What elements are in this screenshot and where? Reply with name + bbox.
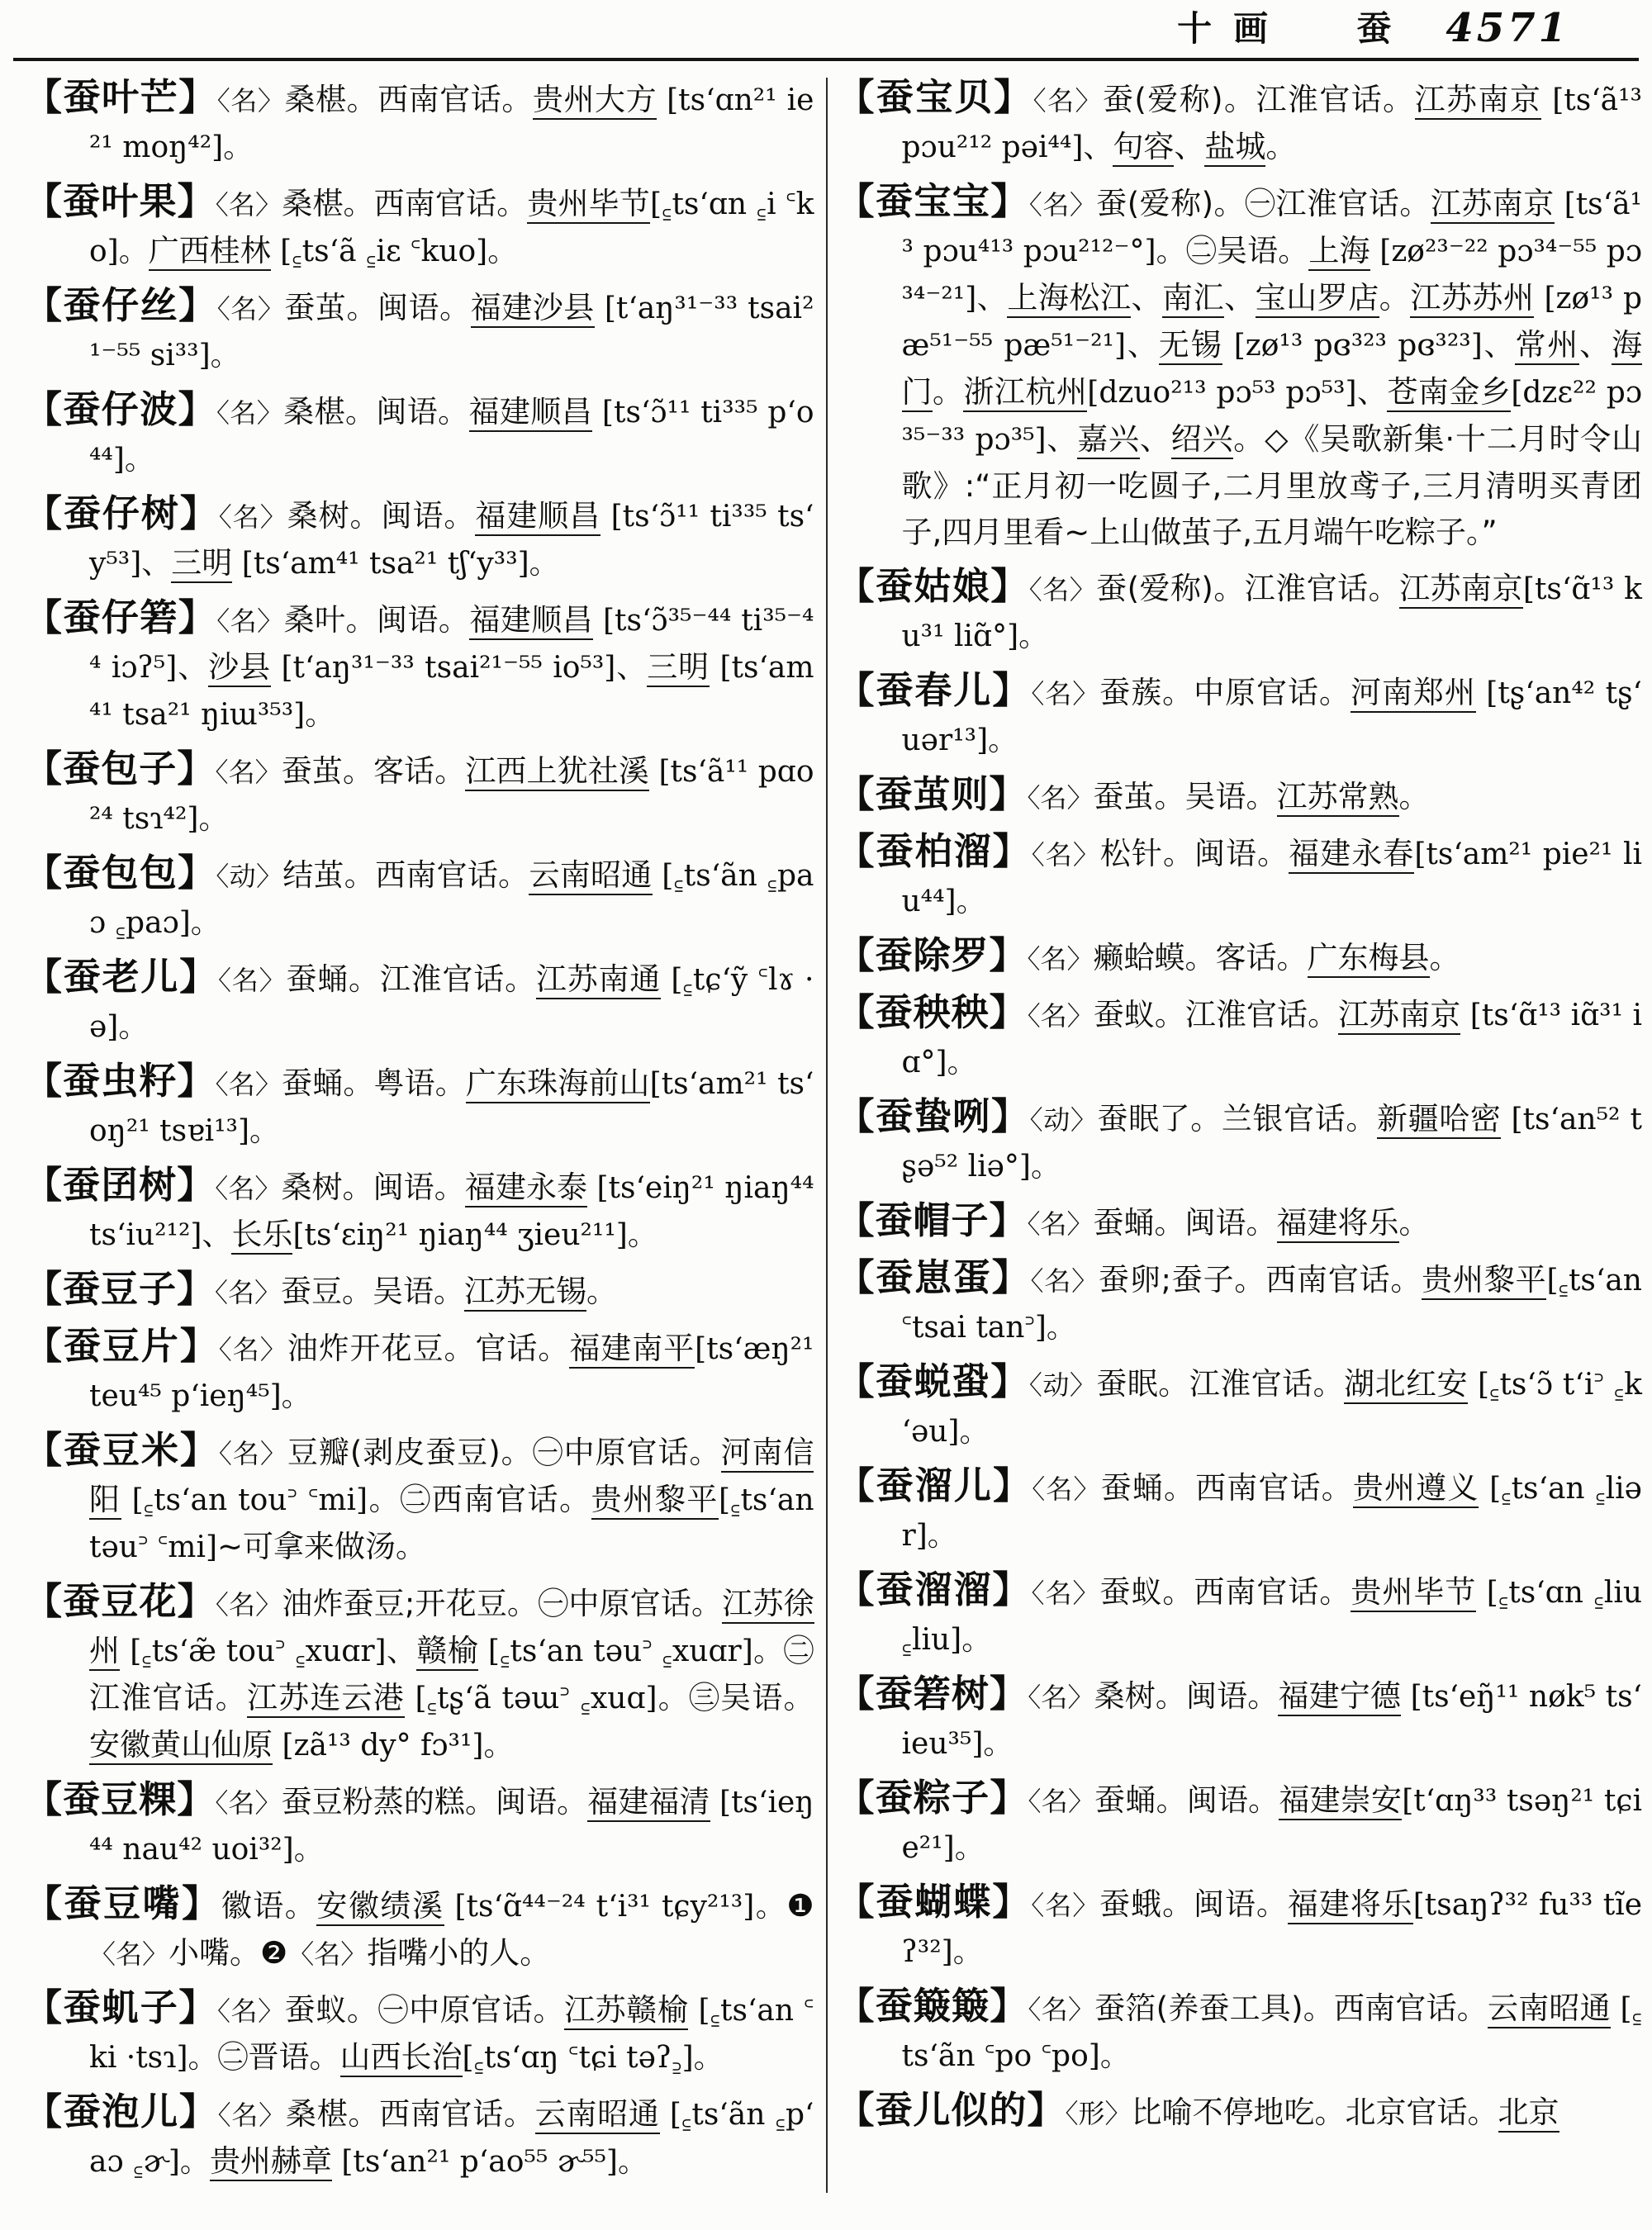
pos-label: 〈名〉 xyxy=(1031,678,1100,709)
pos-label: 〈名〉 xyxy=(287,1938,368,1970)
dict-entry xyxy=(838,771,1643,821)
dict-entry xyxy=(838,1983,1643,2080)
phonetic-transcription: [tsʻã¹³ pɔu⁴¹³ pɔu²¹²⁻°]。 xyxy=(901,187,1642,268)
place-name: 南汇 xyxy=(1162,280,1224,318)
definition-text: 蚕豆粉蒸的糕。闽语。 xyxy=(281,1784,588,1820)
headword: 【蚕茧则】 xyxy=(837,772,1028,816)
dict-entry xyxy=(25,282,814,379)
place-name: 新疆哈密 xyxy=(1377,1101,1501,1139)
headword: 【蚕仔波】 xyxy=(25,387,216,431)
definition-text: 癞蛤蟆。客话。 xyxy=(1093,940,1308,975)
phonetic-transcription: [tʻɑŋ³³ tsəŋ²¹ tɕie²¹]。 xyxy=(901,1784,1643,1865)
definition-text: ㊂吴语。 xyxy=(688,1680,814,1715)
phonetic-transcription: [꜁tsʻan ꜂ki ·tsɿ]。 xyxy=(89,1994,814,2075)
definition-text: 、 xyxy=(1139,421,1171,457)
definition-text: 蚕卵;蚕子。西南官话。 xyxy=(1098,1262,1422,1298)
definition-text: ㊁江淮官话。 xyxy=(89,1633,814,1715)
definition-text: 蚕(爱称)。江淮官话。 xyxy=(1102,82,1415,117)
headword: 【蚕包包】 xyxy=(25,851,216,894)
place-name: 云南昭通 xyxy=(1488,1990,1611,2028)
place-name: 贵州黎平 xyxy=(591,1482,719,1520)
headword: 【蚕包子】 xyxy=(25,747,216,790)
definition-text: 蚕蚁。江淮官话。 xyxy=(1093,997,1339,1032)
pos-label: 〈名〉 xyxy=(216,605,284,637)
headword: 【蚕秧秧】 xyxy=(837,990,1028,1034)
definition-text: 桑树。闽语。 xyxy=(1094,1678,1279,1714)
place-name: 福建将乐 xyxy=(1288,1886,1413,1924)
phonetic-transcription: [꜁tsʻãn ꜁paɔ ꜁paɔ]。 xyxy=(89,859,814,940)
definition-text: 蚕茧。闽语。 xyxy=(284,290,471,325)
headword: 【蚕虫籽】 xyxy=(25,1059,216,1103)
dict-entry xyxy=(25,387,814,483)
definition-text: ㊁晋语。 xyxy=(217,2039,340,2075)
definition-text: 蚕茧。吴语。 xyxy=(1093,779,1277,814)
place-name: 江苏南京 xyxy=(1399,571,1523,609)
pos-label: 〈名〉 xyxy=(89,1938,169,1970)
headword: 【蚕豆花】 xyxy=(25,1579,216,1623)
headword: 【蚕豆粿】 xyxy=(25,1777,216,1821)
definition-text: 蚕眠。江淮官话。 xyxy=(1096,1366,1345,1402)
pos-label: 〈名〉 xyxy=(1028,189,1097,221)
place-name: 山西长治 xyxy=(340,2039,463,2077)
phonetic-transcription: [꜁tsʻan təu꜄ ꜁xuɑr]。 xyxy=(478,1635,784,1668)
phonetic-transcription: [zø¹³ pæ⁵¹⁻⁵⁵ pæ⁵¹⁻²¹]、 xyxy=(901,282,1643,363)
pos-label: 〈名〉 xyxy=(1031,1578,1100,1609)
headword: 【蚕蜕蛩】 xyxy=(837,1359,1029,1403)
definition-text: 蚕蛹。闽语。 xyxy=(1094,1782,1279,1818)
phonetic-transcription: [tʂʻan⁴² tʂʻuər¹³]。 xyxy=(901,676,1643,757)
place-name: 江苏徐州 xyxy=(89,1586,814,1671)
phonetic-transcription: [tsʻan⁵² tʂə⁵² liə°]。 xyxy=(901,1103,1642,1184)
definition-text: 、 xyxy=(1224,280,1256,316)
phonetic-transcription: [꜁tɕʻỹ ꜂lɤ ·ə]。 xyxy=(89,963,814,1044)
phonetic-transcription: [tsʻan²¹ pʻao⁵⁵ ɚ⁵⁵]。 xyxy=(331,2145,648,2179)
phonetic-transcription: [tsaŋʔ³² fu³³ tĩeʔ³²]。 xyxy=(901,1888,1643,1969)
place-name: 福建宁德 xyxy=(1278,1678,1401,1716)
place-name: 浙江杭州 xyxy=(963,374,1087,412)
phonetic-transcription: [zø¹³ pɞ³²³ pɞ³²³]、 xyxy=(1222,329,1516,363)
dict-entry xyxy=(838,74,1643,171)
headword: 【蚕仔箬】 xyxy=(25,595,217,639)
dict-entry xyxy=(25,178,814,275)
pos-label: 〈名〉 xyxy=(215,1069,282,1100)
left-column xyxy=(25,74,814,2193)
dict-entry xyxy=(25,595,814,738)
headword: 【蚕箬树】 xyxy=(837,1672,1028,1715)
phonetic-transcription: [tʻaŋ³¹⁻³³ tsai²¹⁻⁵⁵ io⁵³]、 xyxy=(271,651,648,685)
definition-text: 蚕(爱称)。江淮官话。 xyxy=(1096,571,1400,606)
place-name: 福建顺昌 xyxy=(475,498,601,536)
place-name: 江苏南京 xyxy=(1415,82,1542,120)
definition-text: 蚕蛹。西南官话。 xyxy=(1100,1470,1353,1506)
definition-text: 徽语。 xyxy=(221,1888,317,1924)
phonetic-transcription: [tsʻɑ̃⁴⁴⁻²⁴ tʻi³¹ tɕy²¹³]。 xyxy=(444,1890,787,1924)
definition-text: 。 xyxy=(1398,779,1430,814)
headword: 【蚕粽子】 xyxy=(837,1776,1028,1820)
dict-entry xyxy=(25,954,814,1051)
pos-label: 〈名〉 xyxy=(1027,1208,1094,1240)
headword: 【蚕豆嘴】 xyxy=(25,1881,221,1925)
definition-text: 。 xyxy=(932,374,964,410)
headword: 【蚕除罗】 xyxy=(837,933,1028,977)
place-name: 宝山罗店 xyxy=(1256,280,1379,318)
definition-text: 比喻不停地吃。北京官话。 xyxy=(1131,2095,1498,2130)
pos-label: 〈名〉 xyxy=(215,1787,282,1819)
phonetic-transcription: [꜁tsʻan ꜁liər]。 xyxy=(901,1472,1642,1553)
phonetic-transcription: [꜁tsʻãn ꜁pʻaɔ ꜁ɚ]。 xyxy=(89,2098,814,2179)
pos-label: 〈名〉 xyxy=(1027,1000,1094,1032)
dict-entry xyxy=(25,1881,814,1977)
page-header xyxy=(0,0,1652,51)
place-name: 江苏常熟 xyxy=(1277,779,1399,817)
pos-label: 〈名〉 xyxy=(216,293,285,325)
place-name: 盐城 xyxy=(1204,129,1265,167)
phonetic-transcription: [꜁tsʻãn ꜂po ꜂po]。 xyxy=(901,1992,1642,2073)
dict-entry xyxy=(25,1578,814,1769)
pos-label: 〈动〉 xyxy=(216,861,283,892)
phonetic-transcription: [tsʻɔ̃¹¹ ti³³⁵ tsʻy⁵³]、 xyxy=(89,500,814,581)
definition-text: ㊁西南官话。 xyxy=(400,1482,591,1517)
place-name: 绍兴 xyxy=(1171,421,1234,459)
dict-entry xyxy=(838,828,1643,925)
dict-entry xyxy=(25,1058,814,1155)
dict-entry xyxy=(25,2089,814,2185)
definition-text: 桑叶。闽语。 xyxy=(283,602,470,638)
place-name: 云南昭通 xyxy=(535,2096,660,2134)
place-name: 句容 xyxy=(1113,129,1174,167)
dict-entry xyxy=(838,563,1643,660)
place-name: 贵州毕节 xyxy=(1351,1574,1476,1612)
dict-entry xyxy=(838,1255,1643,1351)
phonetic-transcription: [tsʻam⁴¹ tsa²¹ ŋiɯ³⁵³]。 xyxy=(89,651,814,732)
pos-label: 〈名〉 xyxy=(215,1277,282,1308)
phonetic-transcription: [tsʻɔ̃³⁵⁻⁴⁴ ti³⁵⁻⁴⁴ iɔʔ⁵]、 xyxy=(89,604,814,685)
definition-text: 蚕蚁。西南官话。 xyxy=(1099,1574,1351,1610)
definition-text: 。 xyxy=(1379,280,1411,316)
dict-entry xyxy=(838,1198,1643,1247)
definition-text: 蚕豆。吴语。 xyxy=(281,1274,465,1309)
phonetic-transcription: [꜁tsʻɑn ꜁liu ꜁liu]。 xyxy=(901,1576,1643,1657)
dict-entry xyxy=(838,1463,1643,1559)
place-name: 福建崇安 xyxy=(1279,1782,1402,1820)
definition-text: ~可拿来做汤。 xyxy=(217,1529,427,1564)
header-page-number: 4571 xyxy=(1446,5,1569,51)
phonetic-transcription: [zø²³⁻²² pɔ³⁴⁻⁵⁵ pɔ³⁴⁻²¹]、 xyxy=(901,235,1643,316)
pos-label: 〈名〉 xyxy=(217,2100,286,2131)
phonetic-transcription: [tsʻã¹¹ pɑo²⁴ tsɿ⁴²]。 xyxy=(89,755,814,836)
dict-entry xyxy=(25,491,814,587)
place-name: 无锡 xyxy=(1159,327,1223,365)
definition-text: 蚕蚁。㊀中原官话。 xyxy=(284,1992,565,2028)
dict-entry xyxy=(838,989,1643,1086)
pos-label: 〈名〉 xyxy=(1028,574,1097,605)
place-name: 长乐 xyxy=(231,1217,292,1255)
dict-entry xyxy=(25,1162,814,1259)
phonetic-transcription: [꜁tsʻan ꜂tsai tan꜄]。 xyxy=(901,1264,1642,1345)
definition-text: 蚕蛹。闽语。 xyxy=(1093,1205,1277,1241)
place-name: 上海 xyxy=(1308,233,1370,271)
place-name: 贵州黎平 xyxy=(1422,1262,1546,1300)
definition-text: 、 xyxy=(1579,327,1612,363)
phonetic-transcription: [dzɛ²² pɔ³⁵⁻³³ pɔ³⁵]、 xyxy=(901,376,1642,457)
pos-label: 〈名〉 xyxy=(218,1334,287,1365)
pos-label: 〈名〉 xyxy=(1032,1473,1101,1505)
place-name: 江西上犹社溪 xyxy=(465,753,649,791)
pos-label: 〈名〉 xyxy=(216,85,285,116)
headword: 【蚕崽蛋】 xyxy=(837,1255,1031,1299)
phonetic-transcription: [tsʻeiŋ²¹ ŋiaŋ⁴⁴ tsʻiu²¹²]、 xyxy=(89,1171,814,1252)
place-name: 北京 xyxy=(1498,2095,1559,2133)
right-column xyxy=(838,74,1643,2193)
pos-label: 〈名〉 xyxy=(218,965,287,996)
place-name: 福建顺昌 xyxy=(469,602,593,640)
dict-entry xyxy=(25,1777,814,1873)
place-name: 上海松江 xyxy=(1007,280,1131,318)
definition-text: 、 xyxy=(1131,280,1163,316)
place-name: 福建将乐 xyxy=(1277,1205,1399,1243)
definition-text: 蚕蛹。江淮官话。 xyxy=(286,961,536,997)
definition-text: 指嘴小的人。 xyxy=(367,1935,551,1971)
definition-text: 蚕蔟。中原官话。 xyxy=(1099,675,1351,710)
place-name: 贵州赫章 xyxy=(210,2143,332,2181)
headword: 【蚕泡儿】 xyxy=(25,2090,218,2133)
phonetic-transcription: [tsʻã¹³ pɔu²¹² pəi⁴⁴]、 xyxy=(901,83,1642,164)
pos-label: 〈名〉 xyxy=(215,189,282,221)
headword: 【蚕叶芒】 xyxy=(25,75,217,119)
place-name: 海门 xyxy=(902,327,1643,412)
place-name: 安徽绩溪 xyxy=(316,1888,444,1926)
definition-text: 、 xyxy=(1174,129,1205,164)
headword: 【蚕帽子】 xyxy=(837,1198,1028,1242)
dict-entry xyxy=(25,1323,814,1420)
dict-entry xyxy=(838,1671,1643,1767)
pos-label: 〈名〉 xyxy=(215,1589,282,1620)
place-name: 江苏南京 xyxy=(1338,997,1460,1035)
definition-text: 松针。闽语。 xyxy=(1099,836,1289,871)
definition-text: 桑椹。西南官话。 xyxy=(282,186,528,221)
dict-entry xyxy=(838,1775,1643,1872)
phonetic-transcription: [꜁tsʻɑn ꜁i ꜂ko]。 xyxy=(89,187,814,268)
phonetic-transcription: [tsʻɛiŋ²¹ ŋiaŋ⁴⁴ ʒieu²¹¹]。 xyxy=(292,1218,657,1252)
place-name: 安徽黄山仙原 xyxy=(89,1727,273,1765)
definition-text: 。◇《吴歌新集·十二月时令山歌》:“正月初一吃圆子,二月里放鸢子,三月清明买青团子,四月里看~上山做茧子,五月端午吃粽子。” xyxy=(901,421,1643,550)
definition-text: 。 xyxy=(1265,129,1297,164)
headword: 【蚕儿似的】 xyxy=(837,2088,1066,2132)
place-name: 苍南金乡 xyxy=(1387,374,1511,412)
phonetic-transcription: [dzuo²¹³ pɔ⁵³ pɔ⁵³]、 xyxy=(1087,376,1388,410)
headword: 【蚕宝贝】 xyxy=(837,75,1033,119)
place-name: 云南昭通 xyxy=(529,857,652,895)
headword: 【蚕柏溜】 xyxy=(837,829,1032,873)
pos-label: 〈形〉 xyxy=(1065,2098,1132,2129)
dict-entry xyxy=(838,1359,1643,1455)
pos-label: 〈名〉 xyxy=(215,757,282,788)
dictionary-body xyxy=(0,61,1652,2193)
place-name: 福建沙县 xyxy=(471,290,595,328)
definition-text: 小嘴。❷ xyxy=(169,1935,288,1971)
dict-entry xyxy=(838,178,1643,556)
definition-text: 。 xyxy=(1429,940,1460,975)
headword: 【蚕囝树】 xyxy=(25,1163,216,1207)
place-name: 江苏南通 xyxy=(536,961,661,999)
pos-label: 〈名〉 xyxy=(1030,1265,1099,1297)
phonetic-transcription: [tsʻam²¹ tsʻoŋ²¹ tsɐi¹³]。 xyxy=(89,1067,814,1148)
pos-label: 〈名〉 xyxy=(216,397,284,429)
header-section-title: 十画 蚕 xyxy=(1177,8,1413,49)
dict-entry xyxy=(838,1879,1643,1976)
phonetic-transcription: [꜁tsʻɑŋ ꜂tɕi təʔ꜇]。 xyxy=(462,2041,724,2075)
dict-entry xyxy=(25,74,814,171)
pos-label: 〈动〉 xyxy=(1028,1369,1097,1401)
definition-text: 桑椹。西南官话。 xyxy=(284,82,533,117)
headword: 【蚕春儿】 xyxy=(837,668,1032,712)
headword: 【蚕豆片】 xyxy=(25,1324,219,1368)
phonetic-transcription: [zã¹³ dy° fɔ³¹]。 xyxy=(273,1729,514,1763)
pos-label: 〈名〉 xyxy=(218,501,287,533)
definition-text: 油炸蚕豆;开花豆。㊀中原官话。 xyxy=(282,1586,723,1621)
dict-entry xyxy=(838,932,1643,982)
place-name: 湖北红安 xyxy=(1344,1366,1468,1404)
dict-entry xyxy=(25,1427,814,1571)
dict-entry xyxy=(25,1266,814,1316)
place-name: 嘉兴 xyxy=(1077,421,1140,459)
pos-label: 〈名〉 xyxy=(1031,1890,1100,1921)
dict-entry xyxy=(838,667,1643,764)
phonetic-transcription: [tʻaŋ³¹⁻³³ tsai²¹⁻⁵⁵ si³³]。 xyxy=(89,292,814,372)
phonetic-transcription: [tsʻieŋ⁴⁴ nau⁴² uoi³²]。 xyxy=(89,1786,814,1867)
phonetic-transcription: [tsʻɔ̃¹¹ ti³³⁵ pʻo⁴⁴]。 xyxy=(89,396,814,477)
phonetic-transcription: [tsʻeŋ̃¹¹ nøk⁵ tsʻieu³⁵]。 xyxy=(901,1680,1642,1761)
definition-text: 蚕箔(养蚕工具)。西南官话。 xyxy=(1094,1990,1488,2026)
place-name: 广西桂林 xyxy=(149,233,271,271)
place-name: 江苏无锡 xyxy=(464,1274,586,1312)
place-name: 福建顺昌 xyxy=(469,394,593,432)
dict-entry xyxy=(25,1985,814,2081)
headword: 【蚕蝴蝶】 xyxy=(837,1880,1032,1924)
place-name: 贵州毕节 xyxy=(527,186,650,224)
phonetic-transcription: [꜁tʂʻã təɯ꜄ ꜁xuɑ]。 xyxy=(404,1682,689,1715)
headword: 【蚕老儿】 xyxy=(25,955,219,999)
pos-label: 〈名〉 xyxy=(1028,1682,1094,1713)
headword: 【蚕仔丝】 xyxy=(25,283,217,327)
headword: 【蚕宝宝】 xyxy=(837,179,1029,223)
definition-text: 蚕(爱称)。㊀江淮官话。 xyxy=(1096,186,1431,221)
place-name: 福建永泰 xyxy=(465,1170,587,1208)
headword: 【蚕溜儿】 xyxy=(837,1464,1032,1507)
dict-entry xyxy=(838,2087,1643,2137)
definition-text: 油炸开花豆。官话。 xyxy=(287,1331,570,1366)
place-name: 江苏南京 xyxy=(1431,186,1555,224)
phonetic-transcription: [tsʻam⁴¹ tsa²¹ tʃʻy³³]。 xyxy=(232,547,559,581)
definition-text: 结茧。西南官话。 xyxy=(282,857,529,893)
headword: 【蚕叶果】 xyxy=(25,179,216,223)
pos-label: 〈名〉 xyxy=(1027,782,1094,814)
phonetic-transcription: [tsʻɑ̃¹³ iɑ̃³¹ iɑ°]。 xyxy=(901,999,1642,1079)
definition-text: 豆瓣(剥皮蚕豆)。㊀中原官话。 xyxy=(287,1435,721,1470)
place-name: 河南信阳 xyxy=(89,1435,814,1520)
place-name: 沙县 xyxy=(208,649,271,687)
definition-text: 蚕蛹。粤语。 xyxy=(282,1065,466,1101)
place-name: 贵州大方 xyxy=(533,82,657,120)
dict-entry xyxy=(25,746,814,842)
place-name: 三明 xyxy=(647,649,710,687)
place-name: 福建永春 xyxy=(1289,836,1414,874)
headword: 【蚕蛰咧】 xyxy=(837,1094,1030,1138)
pos-label: 〈名〉 xyxy=(1032,85,1103,116)
place-name: 江苏赣榆 xyxy=(564,1992,688,2030)
phonetic-transcription: [tsʻɑ̃¹³ ku³¹ liɑ̃°]。 xyxy=(901,572,1642,653)
dict-entry xyxy=(838,1567,1643,1663)
pos-label: 〈名〉 xyxy=(1028,1786,1095,1817)
headword: 【蚕仔树】 xyxy=(25,491,219,535)
definition-text: 。 xyxy=(1398,1205,1430,1241)
place-name: 江苏连云港 xyxy=(247,1680,405,1718)
definition-text: 桑椹。西南官话。 xyxy=(285,2096,535,2132)
phonetic-transcription: [tsʻam²¹ pie²¹ liu⁴⁴]。 xyxy=(901,837,1642,918)
place-name: 广东珠海前山 xyxy=(466,1065,650,1103)
definition-text: 蚕茧。客话。 xyxy=(281,753,466,789)
phonetic-transcription: [꜁tsʻan təu꜄ ꜂mi] xyxy=(89,1483,814,1564)
headword: 【蚕豆子】 xyxy=(25,1267,216,1311)
place-name: 广东梅县 xyxy=(1308,940,1430,978)
pos-label: 〈名〉 xyxy=(1028,1994,1095,2025)
phonetic-transcription: [꜁tsʻæ̃ tou꜄ ꜁xuɑr]、 xyxy=(120,1635,417,1668)
headword: 【蚕簸簸】 xyxy=(837,1984,1028,2028)
definition-text: 桑树。闽语。 xyxy=(281,1170,465,1205)
pos-label: 〈名〉 xyxy=(1031,839,1100,871)
phonetic-transcription: [꜁tsʻan tou꜄ ꜂mi]。 xyxy=(121,1483,401,1517)
definition-text: 桑椹。闽语。 xyxy=(283,394,469,429)
phonetic-transcription: [꜁tsʻɔ̃ tʻi꜄ ꜁kʻəu]。 xyxy=(901,1368,1643,1449)
pos-label: 〈名〉 xyxy=(215,1173,282,1204)
place-name: 赣榆 xyxy=(416,1633,478,1671)
pos-label: 〈名〉 xyxy=(216,1995,285,2027)
column-divider xyxy=(826,78,828,2193)
phonetic-transcription: [꜁tsʻã ꜁iɛ ꜂kuo]。 xyxy=(270,235,518,268)
pos-label: 〈名〉 xyxy=(218,1438,287,1469)
phonetic-transcription: [tsʻæŋ²¹ teu⁴⁵ pʻieŋ⁴⁵]。 xyxy=(89,1332,814,1413)
place-name: 福建南平 xyxy=(569,1331,695,1369)
place-name: 常州 xyxy=(1515,327,1579,365)
phonetic-transcription: [tsʻɑn²¹ ie²¹ moŋ⁴²]。 xyxy=(89,83,814,164)
headword: 【蚕豆米】 xyxy=(25,1428,219,1472)
definition-text: 蚕蛾。闽语。 xyxy=(1099,1886,1288,1922)
definition-text: 桑树。闽语。 xyxy=(287,498,476,534)
definition-text: 蚕眠了。兰银官话。 xyxy=(1097,1101,1377,1136)
place-name: 三明 xyxy=(171,545,232,583)
definition-text: 。 xyxy=(586,1274,618,1309)
definition-text: ❶ xyxy=(786,1888,814,1924)
headword: 【蚕姑娘】 xyxy=(837,564,1029,608)
place-name: 福建福清 xyxy=(587,1784,710,1822)
headword: 【蚕虮子】 xyxy=(25,1986,217,2029)
pos-label: 〈动〉 xyxy=(1029,1104,1098,1136)
place-name: 江苏苏州 xyxy=(1410,280,1534,318)
pos-label: 〈名〉 xyxy=(1027,943,1094,975)
dict-entry xyxy=(25,850,814,947)
definition-text: ㊁吴语。 xyxy=(1185,233,1309,268)
dict-entry xyxy=(838,1094,1643,1190)
place-name: 河南郑州 xyxy=(1351,675,1476,713)
headword: 【蚕溜溜】 xyxy=(837,1568,1032,1611)
place-name: 贵州遵义 xyxy=(1353,1470,1479,1508)
